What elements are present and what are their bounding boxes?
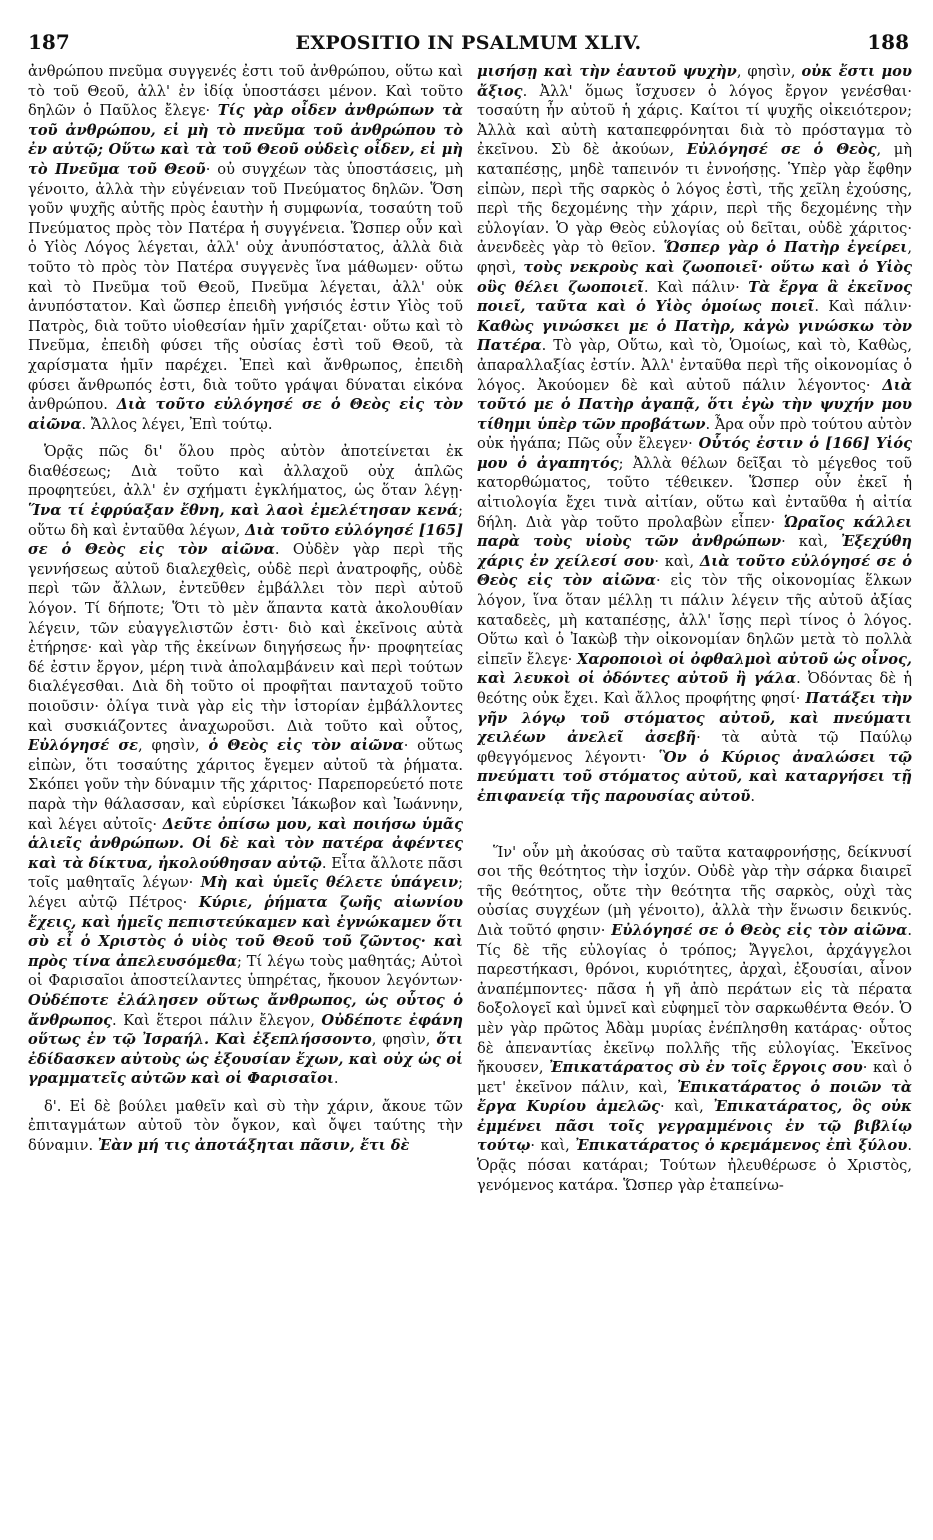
body-text: . Καὶ ἕτεροι πάλιν ἔλεγον,	[112, 1011, 322, 1029]
scripture-quote: Ἐξεχύθη χάρις ἐν χείλεσί σου	[477, 533, 912, 570]
scripture-quote: Χαροποιοὶ οἱ ὀφθαλμοὶ αὐτοῦ ὡς οἶνος, καὶ λευκοὶ οἱ ὀδόντες αὐτοῦ ἢ γάλα	[477, 650, 912, 688]
body-text: , φησὶ,	[477, 239, 912, 276]
scripture-quote: Οὐδέποτε ἐφάνη οὕτως ἐν τῷ Ἰσραήλ. Καὶ ἐξεπλήσσοντο	[28, 1011, 463, 1049]
body-text: . Καὶ πάλιν·	[814, 298, 912, 316]
scripture-quote: Ὥσπερ γὰρ ὁ Πατὴρ ἐγείρει	[663, 239, 908, 257]
scripture-quote: Διὰ τοῦτό με ὁ Πατὴρ ἀγαπᾷ, ὅτι ἐγὼ τὴν ψυχήν μου τίθημι ὑπὲρ τῶν προβάτων	[477, 376, 912, 433]
scripture-quote: Κύριε, ῥήματα ζωῆς αἰωνίου ἔχεις, καὶ ἡμεῖς πεπιστεύκαμεν καὶ ἐγνώκαμεν ὅτι σὺ εἶ ὁ Χριστὸς ὁ υἱὸς τοῦ Θεοῦ τοῦ ζῶντος· καὶ πρὸς τίνα ἀπελευσόμεθα	[28, 893, 463, 970]
body-text: Ὁρᾷς πῶς δι' ὅλου πρὸς αὐτὸν ἀποτείνεται ἐκ διαθέσεως; Διὰ τοῦτο καὶ ἀλλαχοῦ οὐχ ἁπλῶς προφητεύει, ἀλλ' ἐν σχήματι ἐγκλήματος, ὡς ὅταν λέγῃ·	[28, 443, 463, 500]
scripture-quote: Ὡραῖος κάλλει παρὰ τοὺς υἱοὺς τῶν ἀνθρώπων	[477, 513, 912, 551]
scripture-quote: Διὰ τοῦτο εὐλόγησέ σε ὁ Θεὸς εἰς τὸν αἰῶνα	[477, 552, 912, 590]
body-text: · καὶ ὁ μετ' ἐκεῖνον πάλιν, καὶ,	[477, 1059, 912, 1096]
scripture-quote: Ἐπικατάρατος, ὃς οὐκ ἐμμένει πᾶσι τοῖς γεγραμμένοις ἐν τῷ βιβλίῳ τούτῳ	[477, 1098, 912, 1155]
scripture-quote: Ἐπικατάρατος σὺ ἐν τοῖς ἔργοις σου	[549, 1059, 863, 1077]
scripture-quote: Τὰ ἔργα ἃ ἐκεῖνος ποιεῖ, ταῦτα καὶ ὁ Υἱὸς ὁμοίως ποιεῖ	[477, 278, 912, 316]
body-text: . Ἄλλος λέγει, Ἐπὶ τούτῳ.	[81, 415, 273, 433]
scripture-quote: μισήσῃ καὶ τὴν ἑαυτοῦ ψυχὴν	[477, 63, 737, 80]
body-text: ; οὕτω δὴ καὶ ἐνταῦθα λέγων,	[28, 502, 463, 539]
scripture-quote: Ἵνα τί ἐφρύαξαν ἔθνη, καὶ λαοὶ ἐμελέτησαν κενά	[28, 502, 459, 520]
body-text: . Καὶ πάλιν·	[643, 278, 749, 296]
paragraph	[28, 1097, 463, 1156]
body-text: . Τίς δὲ τῆς εὐλογίας ὁ τρόπος; Ἄγγελοι, ἀρχάγγελοι παρεστήκασι, θρόνοι, κυριότητες, ἀρχαὶ, ἐξουσίαι, αἶνον ἀναπέμποντες· πᾶσα ἡ γῆ ἀπὸ περάτων εἰς τὰ πέρατα δοξολογεῖ καὶ ὑμνεῖ καὶ εὐφημεῖ τὸν σαρκωθέντα Θεόν. Ὁ μὲν γὰρ πρῶτος Ἀδὰμ μυρίας ἐνέπλησθη κατάρας· οὗτος δὲ ἀπεναντίας ἐκεῖνῳ πολλῆς τῆς εὐλογίας. Ἐκεῖνος ἤκουσεν,	[477, 921, 912, 1077]
paragraph	[28, 62, 463, 434]
body-text: . Εἶτα ἄλλοτε πᾶσι τοῖς μαθηταῖς λέγων·	[28, 854, 463, 892]
body-text: . Ὀδόντας δὲ ἡ θεότης οὐκ ἔχει. Καὶ ἄλλος προφήτης φησί·	[477, 670, 912, 707]
scripture-quote: Ἐπικατάρατος ὁ κρεμάμενος ἐπὶ ξύλου	[575, 1137, 908, 1155]
body-text: · καὶ,	[530, 1137, 576, 1155]
body-text: · οὕτως εἰπὼν, ὅτι τοσαύτης χάριτος ἔγεμεν αὐτοῦ τὰ ῥήματα. Σκόπει γοῦν τὴν δύναμιν τῆς χάριτος· Παρεπορεύετό ποτε παρὰ τὴν θάλασσαν, καὶ εὑρίσκει Ἰάκωβον καὶ Ἰωάννην, καὶ λέγει αὐτοῖς·	[28, 737, 463, 833]
body-text: ἀνθρώπου πνεῦμα συγγενές ἐστι τοῦ ἀνθρώπου, οὕτω καὶ τὸ τοῦ Θεοῦ, ἀλλ' ἐν ἰδίᾳ ὑποστάσει μένον. Καὶ τοῦτο δηλῶν ὁ Παῦλος ἔλεγε·	[28, 63, 463, 120]
body-text: Ἵν' οὖν μὴ ἀκούσας σὺ ταῦτα καταφρονήσῃς, δείκνυσί σοι τῆς θεότητος τὴν ἰσχύν. Οὐδὲ γὰρ τὴν σάρκα διαιρεῖ τῆς θεότητος, οὔτε τὴν θεότητα τῆς σαρκὸς, οὐχὶ τὰς οὐσίας συγχέων (μὴ γένοιτο), ἀλλὰ τὴν ἕνωσιν δεικνύς. Διὰ τοῦτό φησιν·	[477, 843, 912, 939]
page-number-right: 188	[867, 30, 909, 54]
scripture-quote: Εὐλόγησέ σε ὁ Θεὸς	[686, 141, 877, 159]
scripture-quote: ὁ Θεὸς εἰς τὸν αἰῶνα	[208, 737, 404, 755]
scripture-quote: Καθὼς γινώσκει με ὁ Πατὴρ, κἀγὼ γινώσκω τὸν Πατέρα	[477, 317, 912, 355]
body-text: δ'. Εἰ δὲ βούλει μαθεῖν καὶ σὺ τὴν χάριν, ἄκουε τῶν ἐπιταγμάτων αὐτοῦ τὸν ὄγκον, καὶ ὄψει ταύτης τὴν δύναμιν.	[28, 1097, 463, 1155]
body-text: . Ἀλλ' ὅμως ἴσχυσεν ὁ λόγος ἔργον γενέσθαι· τοσαύτη ἦν αὐτοῦ ἡ χάρις. Καίτοι τί ψυχῆς οἰκειότερον; Ἀλλὰ καὶ αὐτὴ καταπεφρόνηται διὰ τὸ πρόσταγμα τὸ ἐκεῖνου. Σὺ δὲ ἀκούων,	[477, 82, 912, 159]
scripture-quote: τοὺς νεκροὺς καὶ ζωοποιεῖ· οὕτω καὶ ὁ Υἱὸς οὓς θέλει ζωοποιεῖ	[477, 258, 912, 296]
body-text: , φησὶν,	[138, 737, 209, 755]
body-text: , φησὶν,	[736, 63, 802, 80]
scripture-quote: Εὐλόγησέ σε ὁ Θεὸς εἰς τὸν αἰῶνα	[611, 921, 908, 939]
scripture-quote: Οὐδέποτε ἐλάλησεν οὕτως ἄνθρωπος, ὡς οὗτος ὁ ἄνθρωπος	[28, 991, 463, 1029]
body-text: . Τὸ γὰρ, Οὕτω, καὶ τὸ, Ὁμοίως, καὶ τὸ, Καθὼς, ἀπαραλλαξίας ἐστίν. Ἀλλ' ἐνταῦθα περὶ τῆς οἰκονομίας ὁ λόγος. Ἀκούομεν δὲ καὶ αὐτοῦ πάλιν λέγοντος·	[477, 337, 912, 394]
body-text: · τὰ αὐτὰ τῷ Παύλῳ φθεγγόμενος λέγοντι·	[477, 729, 912, 766]
scripture-quote: Δεῦτε ὀπίσω μου, καὶ ποιήσω ὑμᾶς ἁλιεῖς ἀνθρώπων. Οἱ δὲ καὶ τὸν πατέρα ἀφέντες καὶ τὰ δίκτυα, ἠκολούθησαν αὐτῷ	[28, 815, 463, 872]
scripture-quote: Οὗτός ἐστιν ὁ [166] Υἱός μου ὁ ἀγαπητός	[477, 435, 912, 472]
scripture-quote: Ὃν ὁ Κύριος ἀναλώσει τῷ πνεύματι τοῦ στόματος αὐτοῦ, καὶ καταργήσει τῇ ἐπιφανείᾳ τῆς παρουσίας αὐτοῦ	[477, 748, 912, 805]
scripture-quote: οὐκ ἔστι μου ἄξιος	[477, 63, 912, 100]
scripture-quote: Τίς γὰρ οἶδεν ἀνθρώπων τὰ τοῦ ἀνθρώπου, εἰ μὴ τὸ πνεῦμα τοῦ ἀνθρώπου τὸ ἐν αὐτῷ; Οὕτω καὶ τὰ τοῦ Θεοῦ οὐδεὶς οἶδεν, εἰ μὴ τὸ Πνεῦμα τοῦ Θεοῦ	[28, 102, 463, 178]
body-text: ; Τί λέγω τοὺς μαθητάς; Αὐτοὶ οἱ Φαρισαῖοι ἀποστείλαντες ὑπηρέτας, ἤκουον λεγόντων·	[28, 952, 463, 990]
page-number-left: 187	[28, 30, 70, 54]
body-text: · οὐ συγχέων τὰς ὑποστάσεις, μὴ γένοιτο, ἀλλὰ τὴν εὐγένειαν τοῦ Πνεύματος δηλῶν. Ὅση γοῦν ψυχῆς αὐτῆς πρὸς ἑαυτὴν ἡ συμφωνία, τοσαύτη τοῦ Πνεύματος πρὸς τὸν Πατέρα ἡ συγγένεια. Ὥσπερ οὖν καὶ ὁ Υἱὸς Λόγος λέγεται, ἀλλ' οὐχ ἀνυπόστατος, ἀλλὰ διὰ τοῦτο τὸ πρὸς τὸν Πατέρα συγγενὲς ἵνα μάθωμεν· οὕτω καὶ τὸ Πνεῦμα τοῦ Θεοῦ, Πνεῦμα λέγεται, ἀλλ' οὐκ ἀνυπόστατον. Καὶ ὥσπερ ἐπειδὴ γνήσιός ἐστιν Υἱὸς τοῦ Πατρὸς, διὰ τοῦτο υἱοθεσίαν ἡμῖν χαρίζεται· οὕτω καὶ τὸ Πνεῦμα, ἐπειδὴ φύσει τῆς οὐσίας ἐστὶ τοῦ Θεοῦ, τὰ χαρίσματα ἡμῖν παρέχει. Ἐπεὶ καὶ ἄνθρωπος, ἐπειδὴ φύσει ἄνθρωπός ἐστι, διὰ τοῦτο γράψαι δύναται εἰκόνα ἀνθρώπου.	[28, 160, 463, 414]
body-text: · εἰς τὸν τῆς οἰκονομίας ἕλκων λόγον, ἵνα ὅταν μέλλῃ τι πάλιν λέγειν τῆς αὐτοῦ ἀξίας καταδεὲς, μὴ καταπέσῃς, ἀλλ' ἴσῃς περὶ τίνος ὁ λόγος. Οὕτω καὶ ὁ Ἰακὼβ τὴν οἰκονομίαν δηλῶν μετὰ τὸ πολλὰ εἰπεῖν ἔλεγε·	[477, 572, 912, 668]
scripture-quote: Διὰ τοῦτο εὐλόγησέ σε ὁ Θεὸς εἰς τὸν αἰῶνα	[28, 396, 463, 433]
scripture-quote: Ἐπικατάρατος ὁ ποιῶν τὰ ἔργα Κυρίου ἀμελῶς	[477, 1078, 912, 1116]
scripture-quote: Εὐλόγησέ σε	[28, 737, 139, 755]
scripture-quote: Πατάξει τὴν γῆν λόγῳ τοῦ στόματος αὐτοῦ, καὶ πνεύματι χειλέων ἀνελεῖ ἀσεβῆ	[477, 690, 912, 747]
scripture-quote: Μὴ καὶ ὑμεῖς θέλετε ὑπάγειν	[200, 874, 459, 892]
body-text: · καὶ,	[654, 552, 700, 570]
running-title: EXPOSITIO IN PSALMUM XLIV.	[295, 32, 642, 54]
scripture-quote: ὅτι ἐδίδασκεν αὐτοὺς ὡς ἐξουσίαν ἔχων, καὶ οὐχ ὡς οἱ γραμματεῖς αὐτῶν καὶ οἱ Φαρισαῖοι	[28, 1031, 463, 1088]
body-text: .	[333, 1070, 339, 1088]
body-text: . Ἆρα οὖν πρὸ τούτου αὐτὸν οὐκ ἠγάπα; Πῶς οὖν ἔλεγεν·	[477, 415, 912, 453]
body-text: . Οὐδὲν γὰρ περὶ τῆς γεννήσεως αὐτοῦ διαλεχθεὶς, οὐδὲ περὶ ἀνατροφῆς, οὐδὲ περὶ τῶν ἄλλων, ἐντεῦθεν ἐμβάλλει τὸν περὶ αὐτοῦ λόγον. Τί δήποτε; Ὅτι τὸ μὲν ἅπαντα κατὰ ἀκολουθίαν λέγειν, τῶν εὐαγγελιστῶν ἐστι· διὸ καὶ ἐκεῖνοις αὐτὰ ἐτήρησε· καὶ γὰρ τῆς ἐκείνων διηγήσεως ἦν· προφητείας δέ ἐστιν ἔργον, μέρη τινὰ ἀπολαμβάνειν καὶ περὶ τούτων διαλέγεσθαι. Διὰ δὴ τοῦτο οἱ προφῆται πανταχοῦ τοῦτο ποιοῦσιν· ὀλίγα τινὰ γὰρ εἰς τὴν ἱστορίαν ἐμβάλλοντες καὶ συσκιάζοντες ἀναχωροῦσι. Διὰ τοῦτο καὶ οὗτος,	[28, 541, 463, 735]
paragraph	[28, 442, 463, 1089]
body-text: · καὶ,	[781, 533, 842, 551]
body-text: ; λέγει αὐτῷ Πέτρος·	[28, 874, 463, 911]
body-text: .	[750, 787, 755, 805]
body-text: ; Ἀλλὰ θέλων δεῖξαι τὸ μέγεθος τοῦ κατορθώματος, τοῦτο τέθεικεν. Ὥσπερ οὖν ἐκεῖ ἡ αἰτιολογία ἔχει τινὰ αἰτίαν, οὕτω καὶ ἐνταῦθα ἡ αἰτία δήλη. Διὰ γὰρ τοῦτο προλαβὼν εἶπεν·	[477, 454, 912, 531]
paragraph	[477, 62, 912, 807]
body-text: , μὴ καταπέσῃς, μηδὲ ταπεινόν τι ἐννοήσῃς. Ὑπὲρ γὰρ ἔφθην εἰπὼν, περὶ τῆς σαρκὸς ὁ λόγος ἐστὶ, τῆς χεῖλη ἐχούσης, περὶ τῆς δεχομένης τὴν χάριν, περὶ τῆς δεχομένης τὴν εὐλογίαν. Ὁ γὰρ Θεὸς εὐλογίας οὐ δεῖται, οὐδὲ χάριτος· ἀνενδεὲς γὰρ τὸ θεῖον.	[477, 141, 912, 257]
running-header	[28, 30, 909, 60]
body-text: , φησὶν,	[371, 1031, 437, 1049]
body-text: . Ὁρᾷς πόσαι κατάραι; Τούτων ἠλευθέρωσε ὁ Χριστὸς, γενόμενος κατάρα. Ὥσπερ γὰρ ἐταπείνω-	[477, 1137, 912, 1194]
scripture-quote: Διὰ τοῦτο εὐλόγησέ [165] σε ὁ Θεὸς εἰς τὸν αἰῶνα	[28, 521, 463, 559]
body-text: · καὶ,	[660, 1098, 714, 1116]
left-column	[28, 62, 463, 1527]
paragraph	[477, 843, 912, 1196]
scripture-quote: Ἐὰν μή τις ἀποτάξηται πᾶσιν, ἔτι δὲ	[97, 1137, 410, 1155]
right-column	[477, 62, 912, 1527]
